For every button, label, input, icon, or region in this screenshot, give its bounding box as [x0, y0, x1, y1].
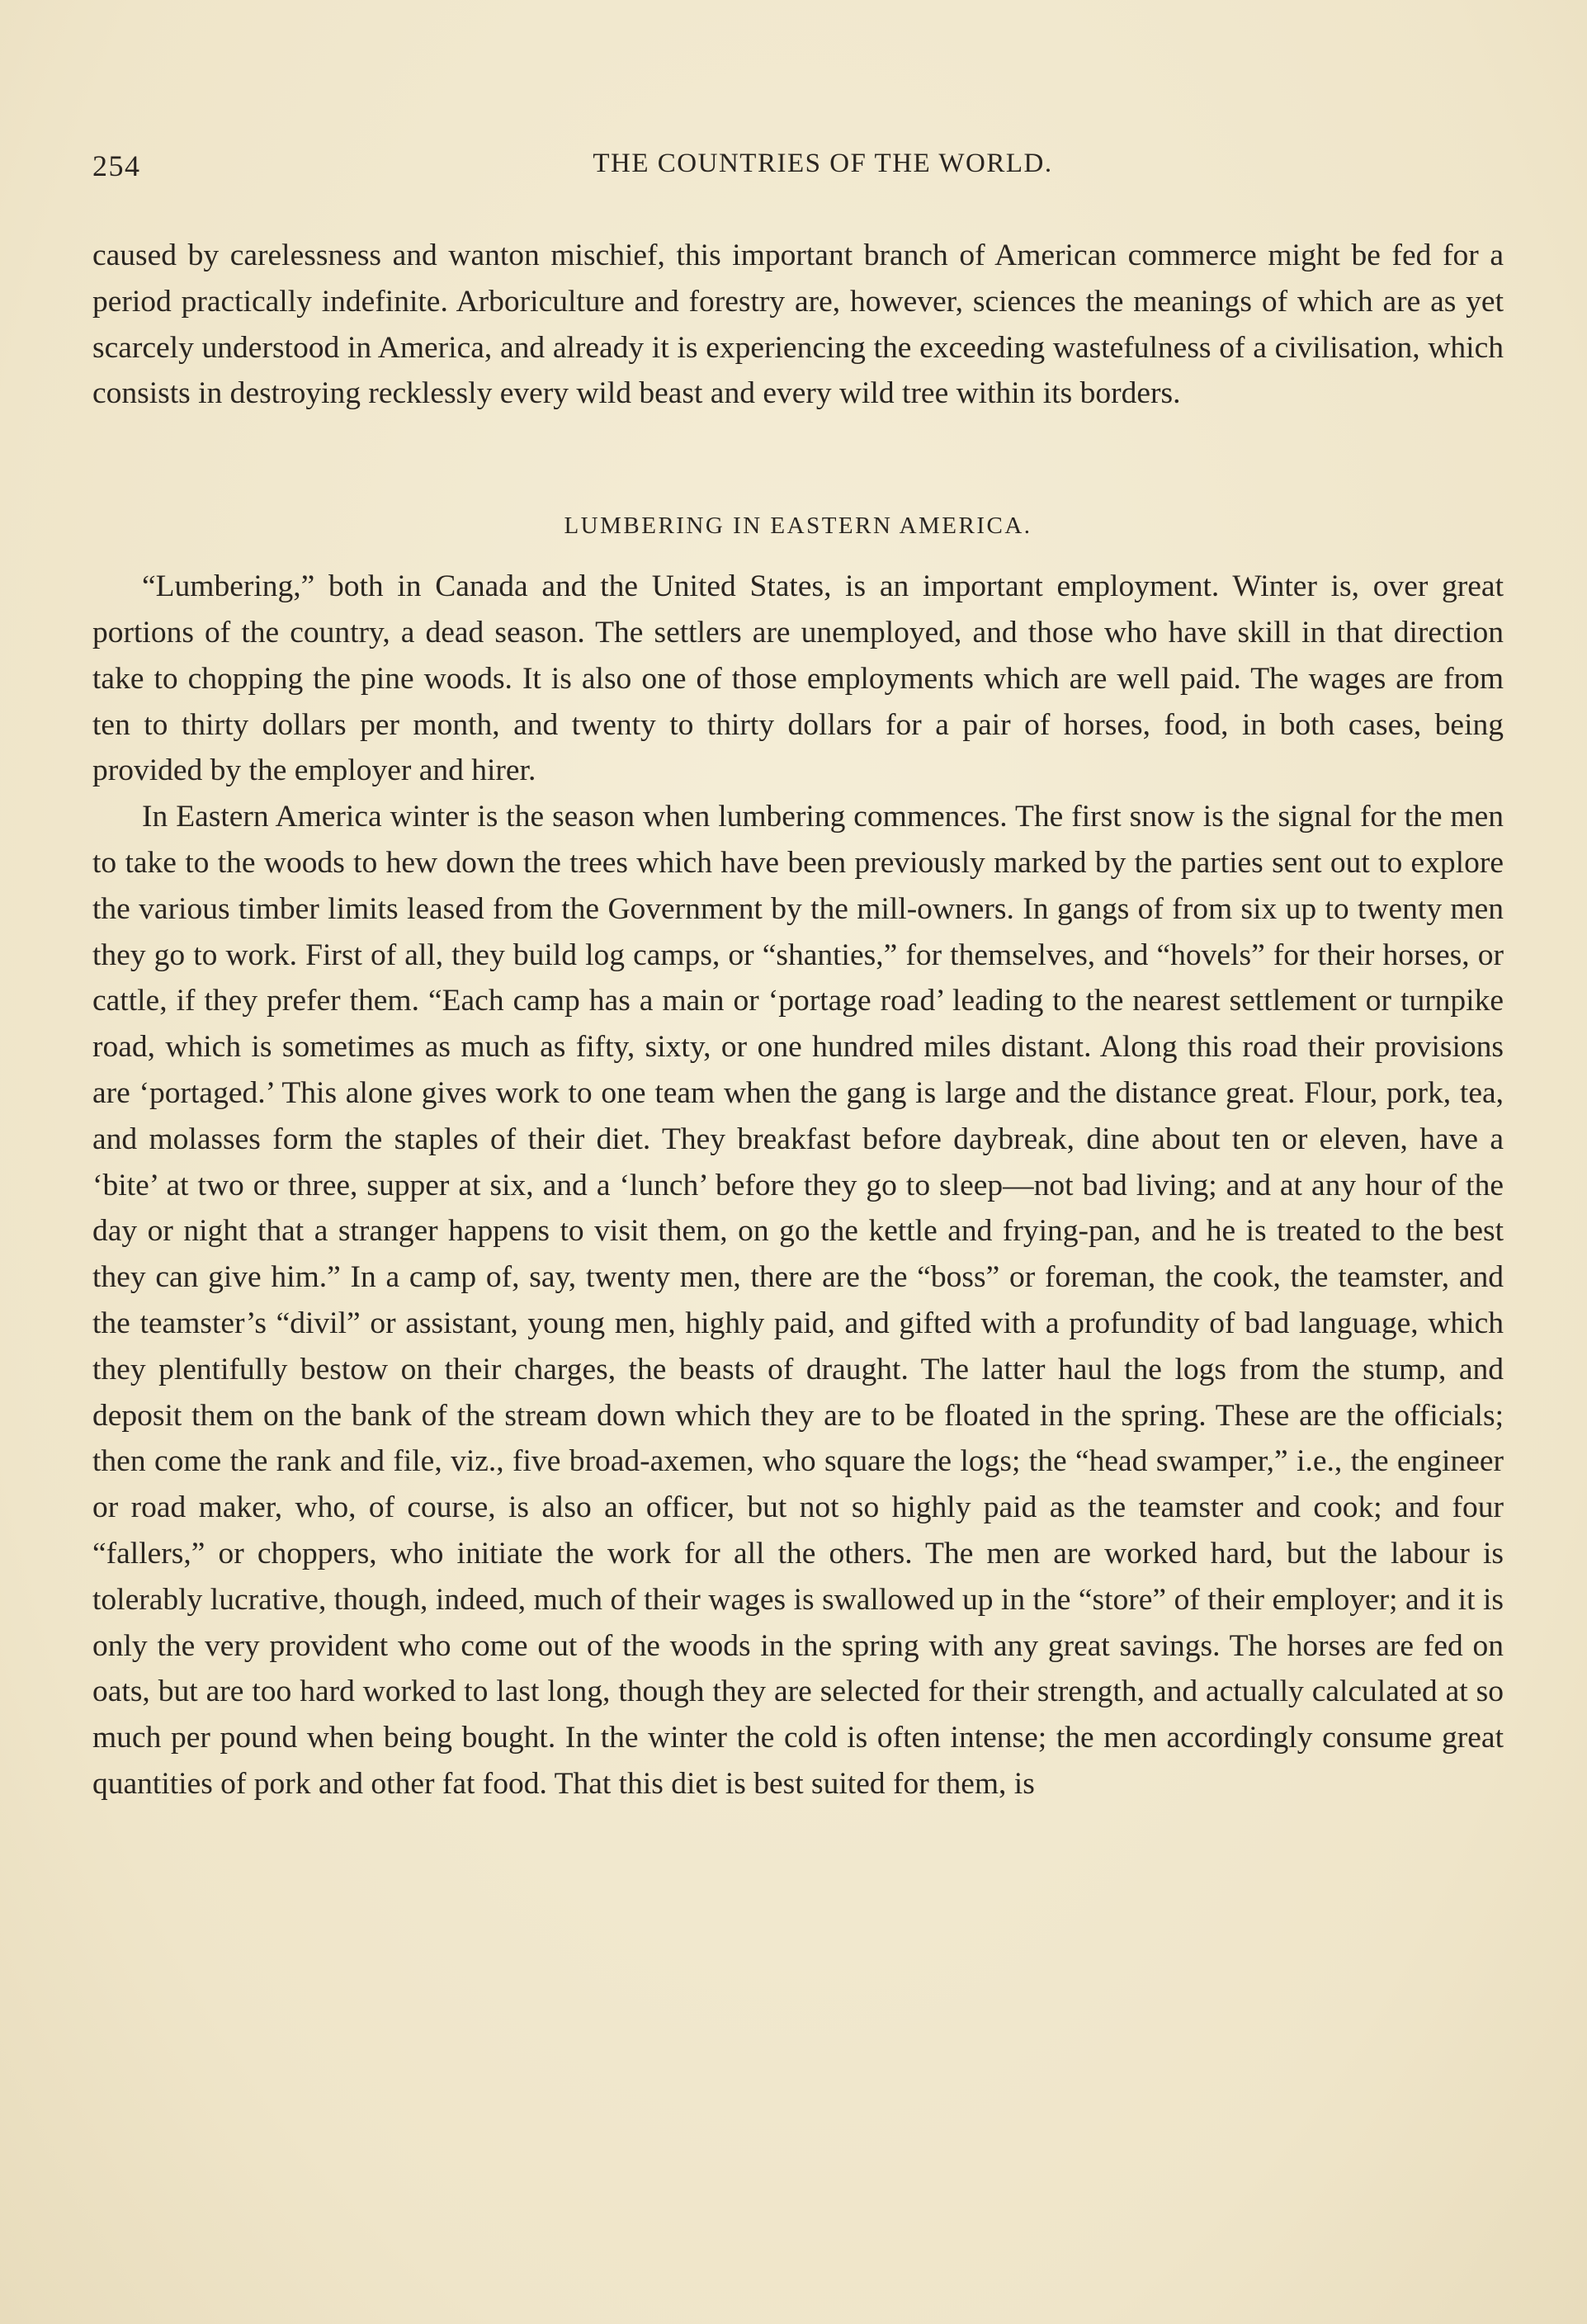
running-head	[92, 149, 1504, 190]
body-text	[92, 233, 1504, 1807]
page-number: 254	[92, 149, 141, 182]
page-title: THE COUNTRIES OF THE WORLD.	[593, 149, 1053, 178]
paragraph-2: In Eastern America winter is the season when lumbering commences. The first snow is the signal for the men to take to the woods to hew down the trees which have been previously marked by the parties sent out to explore the various timber limits leased from the Government by the mill-owners. In gangs of from six up to twenty men they go to work. First of all, they build log camps, or “shanties,” for themselves, and “hovels” for their horses, or cattle, if they prefer them. “Each camp has a main or ‘portage road’ leading to the nearest settlement or turnpike road, which is sometimes as much as fifty, sixty, or one hundred miles distant. Along this road their provisions are ‘portaged.’ This alone gives work to one team when the gang is large and the distance great. Flour, pork, tea, and molasses form the staples of their diet. They breakfast before daybreak, dine about ten or eleven, have a ‘bite’ at two or three, supper at six, and a ‘lunch’ before they go to sleep—not bad living; and at any hour of the day or night that a stranger happens to visit them, on go the kettle and frying-pan, and he is treated to the best they can give him.” In a camp of, say, twenty men, there are the “boss” or foreman, the cook, the teamster, and the teamster’s “divil” or assistant, young men, highly paid, and gifted with a profundity of bad language, which they plentifully bestow on their charges, the beasts of draught. The latter haul the logs from the stump, and deposit them on the bank of the stream down which they are to be floated in the spring. These are the officials; then come the rank and file, viz., five broad-axemen, who square the logs; the “head swamper,” i.e., the engineer or road maker, who, of course, is also an officer, but not so highly paid as the teamster and cook; and four “fallers,” or choppers, who initiate the work for all the others. The men are worked hard, but the labour is tolerably lucrative, though, indeed, much of their wages is swallowed up in the “store” of their employer; and it is only the very provident who come out of the woods in the spring with any great savings. The horses are fed on oats, but are too hard worked to last long, though they are selected for their strength, and actually calculated at so much per pound when being bought. In the winter the cold is often intense; the men accordingly consume great quantities of pork and other fat food. That this diet is best suited for them, is	[92, 800, 1504, 1801]
paragraph-1: “Lumbering,” both in Canada and the United States, is an important employment. Winter is, over great portions of the country, a dead season. The settlers are unemployed, and those who have skill in that direction take to chopping the pine woods. It is also one of those employments which are well paid. The wages are from ten to thirty dollars per month, and twenty to thirty dollars for a pair of horses, food, in both cases, being provided by the employer and hirer.	[92, 569, 1504, 788]
section-heading: LUMBERING IN EASTERN AMERICA.	[564, 513, 1032, 540]
intro-paragraph: caused by carelessness and wanton mischief, this important branch of American commerce might be fed for a period practically indefinite. Arboriculture and forestry are, however, sciences the meanings of which are as yet scarcely understood in America, and already it is experiencing the exceeding wastefulness of a civilisation, which consists in destroying recklessly every wild beast and every wild tree within its borders.	[92, 239, 1504, 411]
